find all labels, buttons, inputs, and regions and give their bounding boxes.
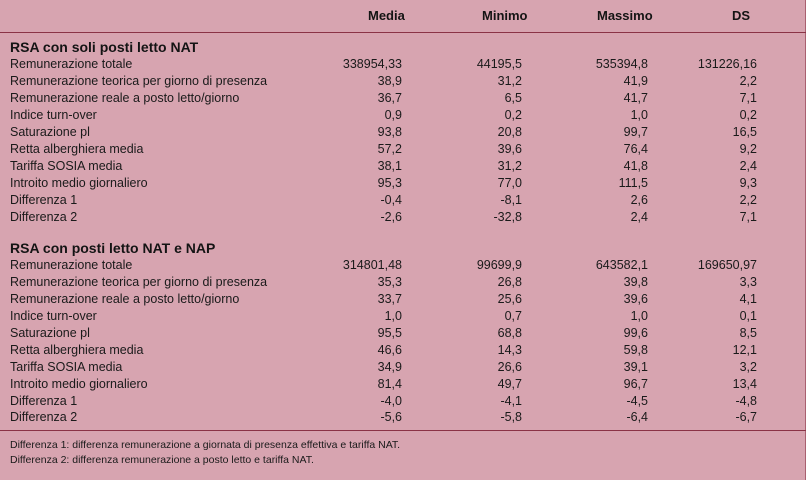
cell-massimo: 39,1 — [623, 360, 648, 374]
cell-massimo: 59,8 — [623, 343, 648, 357]
cell-minimo: 99699,9 — [476, 258, 522, 272]
cell-ds: 2,2 — [739, 193, 757, 207]
column-header-media: Media — [368, 8, 405, 23]
cell-massimo: 41,8 — [623, 159, 648, 173]
cell-ds: 7,1 — [739, 91, 757, 105]
row-label: Indice turn-over — [10, 309, 97, 323]
cell-minimo: 68,8 — [497, 326, 522, 340]
cell-media: 93,8 — [377, 125, 402, 139]
table-row — [0, 360, 806, 377]
cell-ds: 131226,16 — [697, 57, 757, 71]
row-label: Remunerazione teorica per giorno di presenza — [10, 74, 268, 88]
cell-media: 1,0 — [384, 309, 402, 323]
row-label: Indice turn-over — [10, 108, 97, 122]
cell-media: -2,6 — [380, 210, 402, 224]
row-label: Saturazione pl — [10, 326, 90, 340]
cell-media: 338954,33 — [342, 57, 402, 71]
row-label: Retta alberghiera media — [10, 142, 144, 156]
table-row — [0, 377, 806, 394]
cell-massimo: 76,4 — [623, 142, 648, 156]
table-row — [0, 108, 806, 125]
cell-ds: -4,8 — [735, 394, 757, 408]
cell-minimo: 0,7 — [504, 309, 522, 323]
cell-ds: 9,3 — [739, 176, 757, 190]
table-row — [0, 91, 806, 108]
cell-massimo: -4,5 — [626, 394, 648, 408]
table-row — [0, 176, 806, 193]
footnote: Differenza 1: differenza remunerazione a giornata di presenza effettiva e tariffa NAT. — [10, 439, 401, 451]
cell-media: 33,7 — [377, 292, 402, 306]
cell-minimo: 6,5 — [504, 91, 522, 105]
cell-media: 95,5 — [377, 326, 402, 340]
row-label: Retta alberghiera media — [10, 343, 144, 357]
cell-ds: 12,1 — [732, 343, 757, 357]
cell-minimo: -5,8 — [500, 410, 522, 424]
cell-media: 0,9 — [384, 108, 402, 122]
cell-ds: 2,4 — [739, 159, 757, 173]
cell-minimo: 77,0 — [497, 176, 522, 190]
cell-massimo: 2,6 — [630, 193, 648, 207]
table-row — [0, 159, 806, 176]
table-row — [0, 142, 806, 159]
section-title: RSA con soli posti letto NAT — [10, 39, 199, 55]
cell-minimo: -4,1 — [500, 394, 522, 408]
row-label: Introito medio giornaliero — [10, 377, 148, 391]
table-row — [0, 275, 806, 292]
cell-ds: 4,1 — [739, 292, 757, 306]
column-header-massimo: Massimo — [597, 8, 653, 23]
cell-minimo: 25,6 — [497, 292, 522, 306]
row-label: Saturazione pl — [10, 125, 90, 139]
cell-media: -4,0 — [380, 394, 402, 408]
cell-ds: 169650,97 — [697, 258, 757, 272]
footnote: Differenza 2: differenza remunerazione a posto letto e tariffa NAT. — [10, 454, 314, 466]
row-label: Differenza 1 — [10, 394, 78, 408]
cell-ds: 9,2 — [739, 142, 757, 156]
cell-minimo: 26,6 — [497, 360, 522, 374]
row-label: Remunerazione teorica per giorno di presenza — [10, 275, 268, 289]
cell-minimo: 31,2 — [497, 74, 522, 88]
cell-minimo: 31,2 — [497, 159, 522, 173]
table-row — [0, 125, 806, 142]
row-label: Remunerazione reale a posto letto/giorno — [10, 91, 240, 105]
cell-massimo: -6,4 — [626, 410, 648, 424]
cell-ds: 0,2 — [739, 108, 757, 122]
cell-media: 34,9 — [377, 360, 402, 374]
table-row — [0, 326, 806, 343]
cell-media: 57,2 — [377, 142, 402, 156]
row-label: Differenza 1 — [10, 193, 78, 207]
column-header-minimo: Minimo — [482, 8, 528, 23]
cell-media: -0,4 — [380, 193, 402, 207]
cell-massimo: 2,4 — [630, 210, 648, 224]
cell-media: 38,9 — [377, 74, 402, 88]
notes-divider — [0, 430, 806, 431]
cell-ds: 7,1 — [739, 210, 757, 224]
cell-massimo: 96,7 — [623, 377, 648, 391]
cell-media: -5,6 — [380, 410, 402, 424]
table-row — [0, 343, 806, 360]
table-row — [0, 258, 806, 275]
cell-media: 46,6 — [377, 343, 402, 357]
column-header-ds: DS — [732, 8, 751, 23]
table-header — [0, 0, 806, 33]
cell-media: 95,3 — [377, 176, 402, 190]
cell-media: 35,3 — [377, 275, 402, 289]
cell-massimo: 643582,1 — [595, 258, 648, 272]
cell-ds: 0,1 — [739, 309, 757, 323]
table-row — [0, 309, 806, 326]
cell-massimo: 39,8 — [623, 275, 648, 289]
table-row — [0, 292, 806, 309]
cell-massimo: 535394,8 — [595, 57, 648, 71]
footnotes — [10, 438, 400, 468]
cell-massimo: 99,7 — [623, 125, 648, 139]
cell-ds: 8,5 — [739, 326, 757, 340]
row-label: Remunerazione totale — [10, 57, 133, 71]
cell-minimo: 39,6 — [497, 142, 522, 156]
cell-ds: 2,2 — [739, 74, 757, 88]
cell-ds: 16,5 — [732, 125, 757, 139]
cell-minimo: 0,2 — [504, 108, 522, 122]
cell-minimo: 14,3 — [497, 343, 522, 357]
cell-minimo: 26,8 — [497, 275, 522, 289]
row-label: Differenza 2 — [10, 410, 78, 424]
row-label: Introito medio giornaliero — [10, 176, 148, 190]
row-label: Tariffa SOSIA media — [10, 360, 123, 374]
table-row — [0, 193, 806, 210]
cell-ds: 3,3 — [739, 275, 757, 289]
cell-massimo: 39,6 — [623, 292, 648, 306]
table-row — [0, 210, 806, 227]
cell-media: 314801,48 — [342, 258, 402, 272]
cell-massimo: 99,6 — [623, 326, 648, 340]
cell-massimo: 111,5 — [618, 176, 648, 190]
cell-minimo: 20,8 — [497, 125, 522, 139]
cell-media: 81,4 — [377, 377, 402, 391]
cell-minimo: -8,1 — [500, 193, 522, 207]
row-label: Remunerazione totale — [10, 258, 133, 272]
cell-minimo: -32,8 — [493, 210, 522, 224]
table-row — [0, 74, 806, 91]
section-title: RSA con posti letto NAT e NAP — [10, 240, 216, 256]
table-row — [0, 57, 806, 74]
row-label: Remunerazione reale a posto letto/giorno — [10, 292, 240, 306]
cell-ds: -6,7 — [735, 410, 757, 424]
cell-minimo: 49,7 — [497, 377, 522, 391]
table-row — [0, 410, 806, 427]
cell-massimo: 41,9 — [623, 74, 648, 88]
row-label: Differenza 2 — [10, 210, 78, 224]
cell-media: 38,1 — [377, 159, 402, 173]
cell-minimo: 44195,5 — [476, 57, 522, 71]
cell-ds: 3,2 — [739, 360, 757, 374]
cell-massimo: 41,7 — [623, 91, 648, 105]
row-label: Tariffa SOSIA media — [10, 159, 123, 173]
cell-ds: 13,4 — [732, 377, 757, 391]
table-row — [0, 394, 806, 411]
cell-massimo: 1,0 — [630, 309, 648, 323]
cell-massimo: 1,0 — [630, 108, 648, 122]
cell-media: 36,7 — [377, 91, 402, 105]
